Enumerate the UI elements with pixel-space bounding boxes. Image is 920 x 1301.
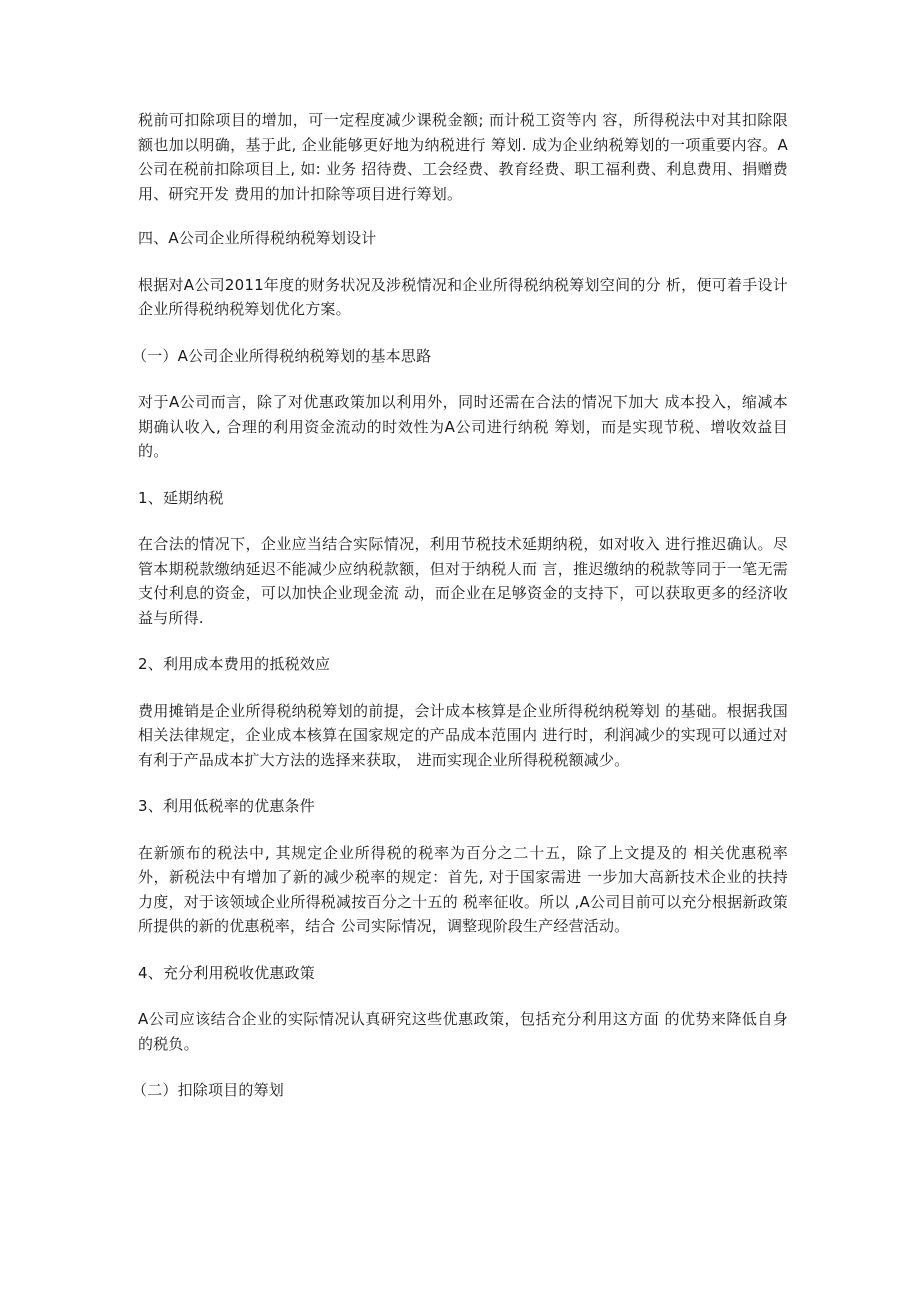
paragraph-basic-approach: 对于A公司而言，除了对优惠政策加以利用外，同时还需在合法的情况下加大 成本投入，缩减本期确认收入, 合理的利用资金流动的时效性为A公司进行纳税 筹划，而是实现节税、增收效益目的。 xyxy=(138,393,788,460)
section-heading-four: 四、A公司企业所得税纳税筹划设计 xyxy=(138,229,377,247)
document-page xyxy=(132,108,788,1103)
paragraph-deduction-intro: 税前可扣除项目的增加，可一定程度减少课税金额; 而计税工资等内 容，所得税法中对其扣除限额也加以明确，基于此, 企业能够更好地为纳税进行 筹划. 成为企业纳税筹划的一项重要内容。A公司在税前扣除项目上, 如: 业务 招待费、工会经费、教育经费、职工福利费、利息费用、捐赠费用、研究开发 费用的加计扣除等项目进行筹划。 xyxy=(138,111,788,203)
item-heading-4: 4、充分利用税收优惠政策 xyxy=(138,963,315,982)
item-heading-2: 2、利用成本费用的抵税效应 xyxy=(138,655,331,673)
paragraph-preferential-policy: A公司应该结合企业的实际情况认真研究这些优惠政策，包括充分利用这方面 的优势来降低自身的税负。 xyxy=(138,1010,788,1053)
subsection-heading-two: （二）扣除项目的筹划 xyxy=(132,1081,285,1099)
paragraph-cost-tax-effect: 费用摊销是企业所得税纳税筹划的前提，会计成本核算是企业所得税纳税筹划 的基础。根据我国相关法律规定，企业成本核算在国家规定的产品成本范围内 进行时，利润减少的实现可以通过对有利于产品成本扩大方法的选择来获取， 进而实现企业所得税税额减少。 xyxy=(138,701,788,769)
item-heading-3: 3、利用低税率的优惠条件 xyxy=(138,797,315,815)
paragraph-low-tax-rate: 在新颁布的税法中, 其规定企业所得税的税率为百分之二十五，除了上文提及的 相关优惠税率外，新税法中有增加了新的减少税率的规定：首先, 对于国家需进 一步加大高新技术企业的扶持力度，对于该领域企业所得税减按百分之十五的 税率征收。所以 ,A公司目前可以充分根据新政策所提供的新的优惠税率，结合 公司实际情况，调整现阶段生产经营活动。 xyxy=(138,843,788,935)
item-heading-1: 1、延期纳税 xyxy=(138,488,224,507)
subsection-heading-one: （一）A公司企业所得税纳税筹划的基本思路 xyxy=(132,346,432,365)
paragraph-deferred-tax: 在合法的情况下，企业应当结合实际情况，利用节税技术延期纳税，如对收入 进行推迟确认。尽管本期税款缴纳延迟不能减少应纳税款额，但对于纳税人而 言，推迟缴纳的税款等同于一笔无需支付利息的资金，可以加快企业现金流 动，而企业在足够资金的支持下，可以获取更多的经济收益与所得. xyxy=(138,535,788,627)
paragraph-design-basis: 根据对A公司2011年度的财务状况及涉税情况和企业所得税纳税筹划空间的分 析，便可着手设计企业所得税纳税筹划优化方案。 xyxy=(138,275,788,318)
